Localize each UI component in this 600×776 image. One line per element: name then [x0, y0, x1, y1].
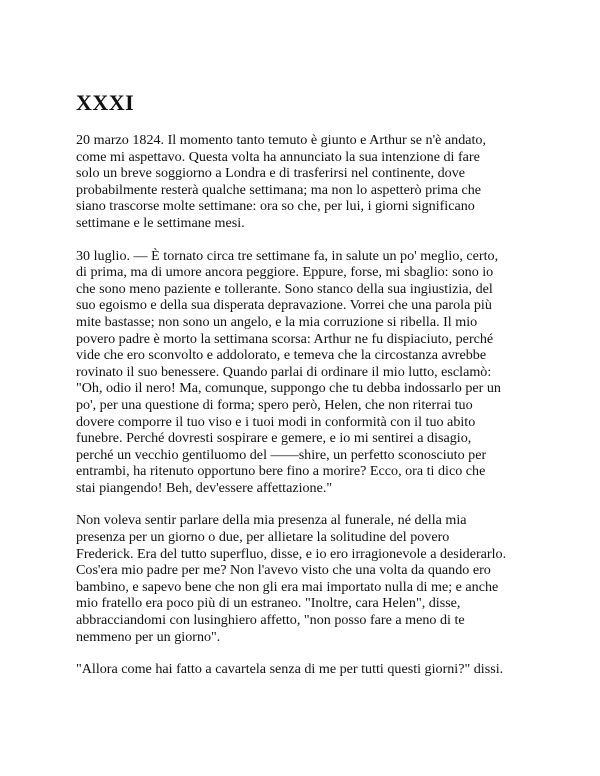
- paragraph: [76, 661, 532, 678]
- text-line: Cos'era mio padre per me? Non l'avevo visto che una volta da quando ero: [76, 562, 491, 579]
- text-line: suo egoismo e della sua disperata depravazione. Vorrei che una parola più: [76, 297, 492, 314]
- text-line: funebre. Perché dovresti sospirare e gemere, e io mi sentirei a disagio,: [76, 430, 472, 447]
- text-line: nemmeno per un giorno".: [76, 628, 221, 645]
- chapter-body: [76, 132, 532, 678]
- text-line: Non voleva sentir parlare della mia presenza al funerale, né della mia: [76, 512, 467, 529]
- text-line: abbracciandomi con lusinghiero affetto, "non posso fare a meno di te: [76, 612, 465, 629]
- text-line: probabilmente resterà qualche settimana; ma non lo aspetterò prima che: [76, 181, 482, 198]
- text-line: vide che ero sconvolto e addolorato, e temeva che la circostanza avrebbe: [76, 347, 487, 364]
- text-line: povero padre è morto la settimana scorsa: Arthur ne fu dispiaciuto, perché: [76, 330, 494, 347]
- text-line: settimane e le settimane mesi.: [76, 214, 245, 231]
- text-line: perché un vecchio gentiluomo del ——shire, un perfetto sconosciuto per: [76, 446, 487, 463]
- text-line: po', per una questione di forma; spero però, Helen, che non riterrai tuo: [76, 396, 473, 413]
- text-line: Frederick. Era del tutto superfluo, disse, e io ero irragionevole a desiderarlo.: [76, 545, 507, 562]
- text-line: "Allora come hai fatto a cavartela senza di me per tutti questi giorni?" dissi.: [76, 661, 504, 678]
- text-line: dovere comporre il tuo viso e i tuoi modi in conformità con il tuo abito: [76, 413, 476, 430]
- text-line: solo un breve soggiorno a Londra e di trasferirsi nel continente, dove: [76, 165, 466, 182]
- text-line: bambino, e sapevo bene che non gli era mai importato nulla di me; e anche: [76, 578, 499, 595]
- text-line: di prima, ma di umore ancora peggiore. Eppure, forse, mi sbaglio: sono io: [76, 264, 494, 281]
- text-line: mio fratello era poco più di un estraneo. "Inoltre, cara Helen", disse,: [76, 595, 461, 612]
- text-line: 20 marzo 1824. Il momento tanto temuto è giunto e Arthur se n'è andato,: [76, 132, 486, 148]
- paragraph: [76, 132, 532, 232]
- text-line: siano trascorse molte settimane: ora so che, per lui, i giorni significano: [76, 198, 475, 215]
- chapter-title: XXXI: [76, 90, 135, 115]
- text-line: mite bastasse; non sono un angelo, e la mia corruzione si ribella. Il mio: [76, 313, 478, 330]
- paragraph: [76, 512, 532, 645]
- text-line: "Oh, odio il nero! Ma, comunque, suppongo che tu debba indossarlo per un: [76, 380, 501, 397]
- document-page: [76, 90, 532, 694]
- text-line: presenza per un giorno o due, per allietare la solitudine del povero: [76, 529, 450, 546]
- text-line: 30 luglio. — È tornato circa tre settimane fa, in salute un po' meglio, certo,: [76, 247, 499, 264]
- text-line: entrambi, ha ritenuto opportuno bere fino a morire? Ecco, ora ti dico che: [76, 463, 486, 480]
- text-line: rovinato il suo benessere. Quando parlai di ordinare il mio lutto, esclamò:: [76, 363, 492, 380]
- text-line: che sono meno paziente e tollerante. Sono stanco della sua ingiustizia, del: [76, 280, 493, 297]
- text-line: stai piangendo! Beh, dev'essere affettazione.": [76, 479, 333, 496]
- text-line: come mi aspettavo. Questa volta ha annunciato la sua intenzione di fare: [76, 148, 480, 165]
- paragraph: [76, 248, 532, 497]
